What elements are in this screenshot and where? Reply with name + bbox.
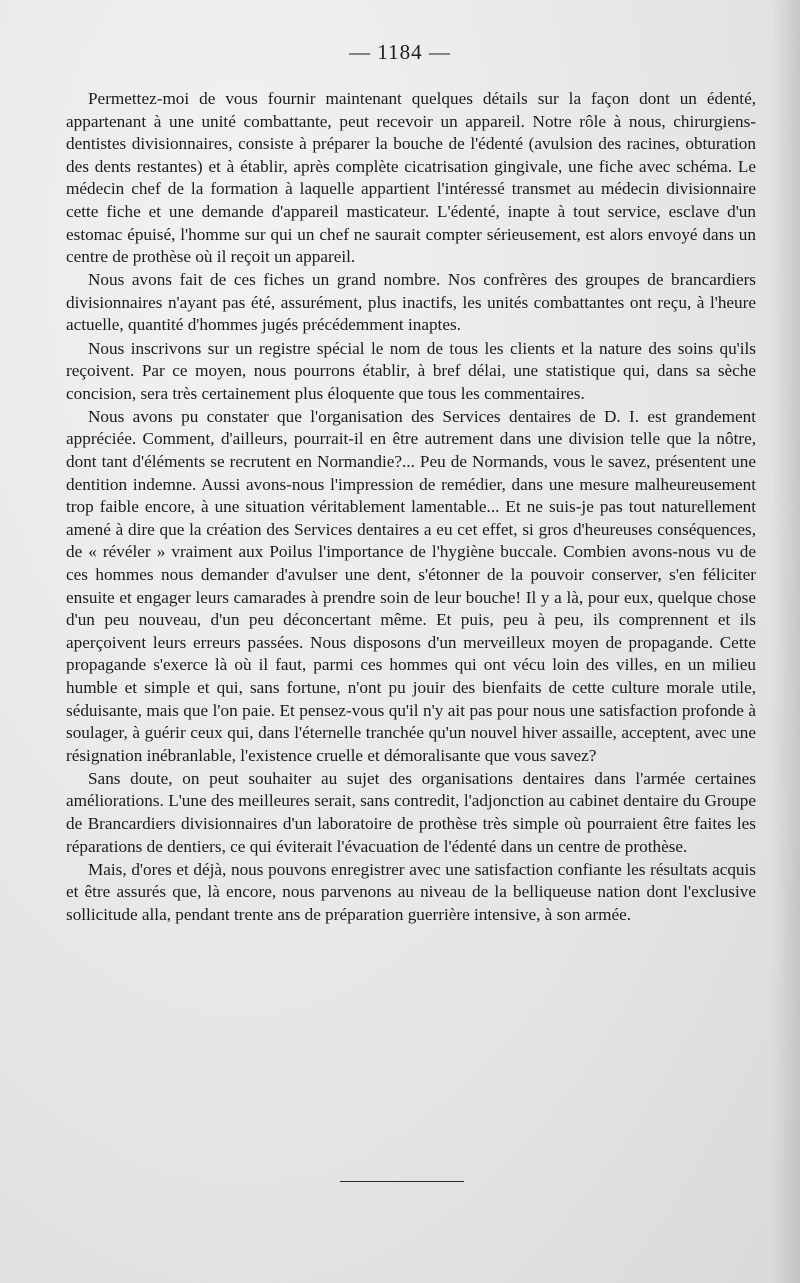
page-number: — 1184 — xyxy=(349,40,451,64)
page-edge-shadow xyxy=(772,0,800,1283)
paragraph-conclusion: Mais, d'ores et déjà, nous pouvons enregistrer avec une satisfaction confiante les résultats acquis et être assurés que, là encore, nous parvenons au niveau de la belliqueuse nation dont l'exclusive sollicitude alla, pendant trente ans de préparation guerrière intensive, à son armée. xyxy=(66,859,756,924)
paragraph-ameliorations: Sans doute, on peut souhaiter au sujet des organisations dentaires dans l'armée certaines améliorations. L'une des meilleures serait, sans contredit, l'adjonction au cabinet dentaire du Groupe de Brancardiers divisionnaires d'un laboratoire de prothèse très simple où pourraient être faites les réparations de dentiers, ce qui éviterait l'évacuation de l'édenté dans un centre de prothèse. xyxy=(66,768,756,856)
body-text xyxy=(66,88,756,926)
paragraph-fiches: Nous avons fait de ces fiches un grand nombre. Nos confrères des groupes de brancardiers divisionnaires n'ayant pas été, assurément, plus inactifs, les unités combattantes ont reçu, à l'heure actuelle, quantité d'hommes jugés précédemment inaptes. xyxy=(66,270,756,335)
paragraph-organisation: Nous avons pu constater que l'organisation des Services dentaires de D. I. est grandement appréciée. Comment, d'ailleurs, pourrait-il en être autrement dans une division telle que la nôtre, dont tant d'éléments se recrutent en Normandie?... Peu de Normands, vous le savez, présentent une dentition indemne. Aussi avons-nous l'impression de remédier, dans une mesure malheureusement trop faible encore, à une situation véritablement lamentable... Et ne suis-je pas tout naturellement amené à dire que la création des Services dentaires a eu cet effet, si gros d'heureuses conséquences, de « révéler » vraiment aux Poilus l'importance de l'hygiène buccale. Combien avons-nous vu de ces hommes nous demander d'avulser une dent, s'étonner de la pouvoir conserver, s'en féliciter ensuite et engager leurs camarades à prendre soin de leur bouche! Il y a là, pour eux, quelque chose d'un peu nouveau, d'un peu déconcertant même. Et puis, peu à peu, ils comprennent et ils aperçoivent leurs erreurs passées. Nous disposons d'un merveilleux moyen de propagande. Cette propagande s'exerce là où il faut, parmi ces hommes qui ont vécu loin des villes, en un milieu humble et simple et qui, sans fortune, n'ont pu jouir des bienfaits de cette culture morale utile, séduisante, mais que l'on paie. Et pensez-vous qu'il n'y ait pas pour nous une satisfaction profonde à soulager, à guérir ceux qui, dans l'éternelle tranchée qu'un nouvel hiver assaille, acceptent, avec une résignation inébranlable, l'existence cruelle et démoralisante que vous savez? xyxy=(66,406,756,765)
paragraph-prosthesis-procedure: Permettez-moi de vous fournir maintenant quelques détails sur la façon dont un édenté, appartenant à une unité combattante, peut recevoir un appareil. Notre rôle à nous, chirurgiens-dentistes divisionnaires, consiste à préparer la bouche de l'édenté (avulsion des racines, obturation des dents restantes) et à établir, après complète cicatrisation gingivale, une fiche avec schéma. Le médecin chef de la formation à laquelle appartient l'intéressé transmet au médecin divisionnaire cette fiche et une demande d'appareil masticateur. L'édenté, inapte à tout service, esclave d'un estomac épuisé, l'homme sur qui un chef ne saurait compter sérieusement, est alors envoyé dans un centre de prothèse où il reçoit un appareil. xyxy=(66,89,756,267)
paragraph-registre: Nous inscrivons sur un registre spécial le nom de tous les clients et la nature des soins qu'ils reçoivent. Par ce moyen, nous pourrons établir, à bref délai, une statistique qui, dans sa sèche concision, sera très certainement plus éloquente que tous les commentaires. xyxy=(66,338,756,403)
end-rule xyxy=(340,1181,464,1182)
